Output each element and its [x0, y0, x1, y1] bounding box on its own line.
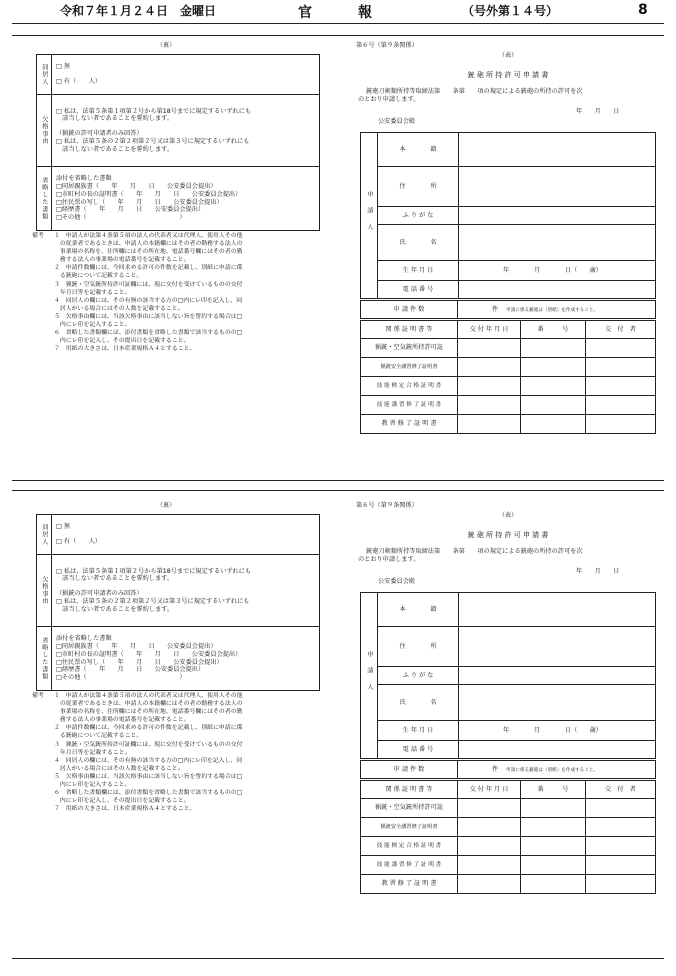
phone-input[interactable]	[459, 281, 656, 299]
note-line: ７ 用紙の大きさは、日本産業規格Ａ４とすること。	[54, 806, 196, 813]
note-line: 年月日等を記載すること。	[54, 289, 131, 296]
cohabitant-label: 同居人	[37, 515, 52, 555]
spacer	[56, 71, 315, 78]
cert-issuer-input[interactable]	[586, 339, 656, 358]
cert-issuer-input[interactable]	[586, 875, 656, 894]
cert-row-label: 技 能 検 定 合 格 証 明 書	[361, 837, 458, 856]
front-side: （表）	[498, 512, 518, 519]
note-line: ５ 欠格事由欄には、当該欠格事由に該当しない旨を誓約する場合は□	[54, 773, 243, 780]
disqualification-cell	[52, 555, 320, 627]
cert-number-input[interactable]	[521, 377, 586, 396]
cert-date-input[interactable]	[458, 415, 521, 434]
pledge-1[interactable]: □ 私は、法第５条第１項第２号から第18号までに規定するいずれにも	[56, 567, 252, 575]
hunting-note: （猟銃の許可申請者のみ回答）	[56, 590, 143, 598]
cert-date-input[interactable]	[458, 377, 521, 396]
notes-label: 備考	[32, 233, 44, 239]
count-note: 申請に係る銃砲は（別紙）を作成すること。	[506, 307, 599, 313]
omit-residence[interactable]: □住民票の写し（ 年 月 日 公安委員会提出）	[56, 198, 223, 206]
header-date: 令和７年１月２４日 金曜日	[60, 4, 217, 18]
addressee: 公安委員会殿	[378, 578, 416, 585]
cohabitant-none[interactable]: □ 無	[56, 523, 71, 531]
omit-municipal[interactable]: □市町村の長の証明書（ 年 月 日 公安委員会提出）	[56, 190, 242, 198]
pledge-1-cont: 該当しない者であることを誓約します。	[56, 575, 174, 583]
count-cell[interactable]	[458, 301, 656, 319]
cert-issuer-input[interactable]	[586, 856, 656, 875]
birthdate-input[interactable]: 年 月 日（ 歳）	[459, 261, 656, 281]
form-title: 銃 砲 所 持 許 可 申 請 書	[467, 71, 549, 79]
form-number: 第６号（第９条関係）	[356, 42, 418, 49]
phone-label: 電 話 番 号	[378, 741, 459, 759]
note-line: ３ 猟銃・空気銃所持許可証欄には、現に交付を受けているものの交付	[54, 281, 243, 288]
form-block-1	[0, 38, 676, 478]
cert-date-input[interactable]	[458, 837, 521, 856]
cert-header: 交 付 年 月 日	[458, 321, 521, 339]
omit-municipal[interactable]: □市町村の長の証明書（ 年 月 日 公安委員会提出）	[56, 650, 242, 658]
note-line: 事業場の名称を、住所欄にはその所在地、電話番号欄にはその者の勤	[54, 249, 243, 256]
cert-header: 交 付 年 月 日	[458, 781, 521, 799]
furigana-input[interactable]	[459, 207, 656, 225]
note-line: の従業者であるときは、申請人の本籍欄にはその者の勤務する法人の	[54, 701, 243, 708]
note-line: ２ 申請件数欄には、今回求める許可の件数を記載し、別紙に申請に係	[54, 725, 243, 732]
count-label: 申 請 件 数	[361, 301, 458, 319]
top-rule	[12, 35, 664, 36]
honseki-input[interactable]	[459, 133, 656, 167]
omitted-docs-cell	[52, 627, 320, 691]
intro-line-2: のとおり申請します。	[358, 556, 420, 563]
cert-header: 交 付 者	[586, 321, 656, 339]
note-line: ２ 申請件数欄には、今回求める許可の件数を記載し、別紙に申請に係	[54, 265, 243, 272]
note-line: の従業者であるときは、申請人の本籍欄にはその者の勤務する法人の	[54, 241, 243, 248]
name-input[interactable]	[459, 225, 656, 261]
cert-issuer-input[interactable]	[586, 415, 656, 434]
notes-label: 備考	[32, 693, 44, 699]
header-page: 8	[638, 2, 648, 18]
cert-issuer-input[interactable]	[586, 377, 656, 396]
mid-rule-2	[12, 490, 664, 491]
count-table	[360, 760, 656, 779]
pledge-2-cont: 該当しない者であることを誓約します。	[56, 145, 174, 153]
notes	[32, 692, 243, 813]
back-table	[36, 54, 320, 231]
pledge-2[interactable]: □ 私は、法第５条の２第２項第２号又は第３号に規定するいずれにも	[56, 597, 250, 605]
cert-date-input[interactable]	[458, 339, 521, 358]
cert-number-input[interactable]	[521, 415, 586, 434]
note-line: ６ 省略した書類欄には、添付書類を省略した書類で該当するものの□	[54, 330, 243, 337]
cert-row-label: 猟銃・空気銃所持許可証	[361, 799, 458, 818]
cert-number-input[interactable]	[521, 837, 586, 856]
address-input[interactable]	[459, 627, 656, 667]
count-note: 申請に係る銃砲は（別紙）を作成すること。	[506, 767, 599, 773]
note-line: １ 申請人が法第４条第５項の法人の代表者又は代理人、使用人その他	[54, 233, 243, 239]
cert-number-input[interactable]	[521, 396, 586, 415]
phone-label: 電 話 番 号	[378, 281, 459, 299]
cert-issuer-input[interactable]	[586, 799, 656, 818]
omit-other[interactable]: □その他（ ）	[56, 214, 186, 221]
hunting-note: （猟銃の許可申請者のみ回答）	[56, 130, 143, 138]
furigana-label: ふ り が な	[378, 667, 459, 685]
cert-date-input[interactable]	[458, 799, 521, 818]
disqualification-cell	[52, 95, 320, 167]
cohabitant-none[interactable]: □ 無	[56, 63, 71, 71]
cert-header: 関 係 証 明 書 等	[361, 781, 458, 799]
note-line: 務する法人の事業場の電話番号を記載すること。	[54, 257, 190, 264]
omit-career[interactable]: □経歴書（ 年 月 日 公安委員会提出）	[56, 666, 205, 674]
cert-date-input[interactable]	[458, 818, 521, 837]
honseki-label: 本 籍	[378, 133, 459, 167]
note-line: る銃砲について記載すること。	[54, 733, 143, 740]
omit-family[interactable]: □同居親族書（ 年 月 日 公安委員会提出）	[56, 643, 217, 650]
phone-input[interactable]	[459, 741, 656, 759]
cert-number-input[interactable]	[521, 875, 586, 894]
header-rule	[12, 23, 664, 24]
disqualification-label: 欠格事由	[37, 555, 52, 627]
note-line: 内にレ印を記入し、その提出日を記載すること。	[54, 338, 190, 345]
furigana-label: ふ り が な	[378, 207, 459, 225]
omit-career[interactable]: □経歴書（ 年 月 日 公安委員会提出）	[56, 206, 205, 214]
cohabitant-label: 同居人	[37, 55, 52, 95]
count-label: 申 請 件 数	[361, 761, 458, 779]
count-table	[360, 300, 656, 319]
cert-number-input[interactable]	[521, 799, 586, 818]
name-label: 氏 名	[378, 685, 459, 721]
note-line: 内にレ印を記入し、その提出日を記載すること。	[54, 798, 190, 805]
mid-rule	[12, 480, 664, 481]
note-line: 居人がいる場合にはその人数を記載すること。	[54, 765, 184, 772]
application-date: 年 月 日	[576, 568, 620, 575]
back-title: （裏）	[156, 42, 176, 49]
note-line: る銃砲について記載すること。	[54, 273, 143, 280]
cert-header: 番 号	[521, 781, 586, 799]
gazette-header	[0, 0, 676, 22]
cert-row-label: 猟銃安全講習修了証明書	[361, 358, 458, 377]
cert-header: 関 係 証 明 書 等	[361, 321, 458, 339]
cohabitant-cell	[52, 55, 320, 95]
note-line: 務する法人の事業場の電話番号を記載すること。	[54, 717, 190, 724]
applicant-label: 申請人	[361, 133, 378, 299]
name-label: 氏 名	[378, 225, 459, 261]
note-line: ４ 同居人の欄には、その有無の該当する方の□内にレ印を記入し、同	[54, 297, 243, 304]
cert-number-input[interactable]	[521, 818, 586, 837]
cert-row-label: 技 能 講 習 修 了 証 明 書	[361, 396, 458, 415]
cert-date-input[interactable]	[458, 875, 521, 894]
note-line: １ 申請人が法第４条第５項の法人の代表者又は代理人、使用人その他	[54, 693, 243, 699]
omitted-docs-cell	[52, 167, 320, 231]
cert-row-label: 猟銃・空気銃所持許可証	[361, 339, 458, 358]
intro-line-2: のとおり申請します。	[358, 96, 420, 103]
note-line: 内にレ印を記入すること。	[54, 322, 131, 329]
pledge-2-cont: 該当しない者であることを誓約します。	[56, 605, 174, 613]
note-line: 居人がいる場合にはその人数を記載すること。	[54, 305, 184, 312]
address-label: 住 所	[378, 627, 459, 667]
cert-row-label: 技 能 講 習 修 了 証 明 書	[361, 856, 458, 875]
applicant-table	[360, 132, 656, 299]
birthdate-label: 生 年 月 日	[378, 721, 459, 741]
cert-number-input[interactable]	[521, 856, 586, 875]
cert-header: 番 号	[521, 321, 586, 339]
cert-row-label: 教 習 修 了 証 明 書	[361, 875, 458, 894]
pledge-2[interactable]: □ 私は、法第５条の２第２項第２号又は第３号に規定するいずれにも	[56, 137, 250, 145]
spacer	[56, 531, 315, 538]
furigana-input[interactable]	[459, 667, 656, 685]
birthdate-input[interactable]: 年 月 日（ 歳）	[459, 721, 656, 741]
note-line: ５ 欠格事由欄には、当該欠格事由に該当しない旨を誓約する場合は□	[54, 313, 243, 320]
cert-date-input[interactable]	[458, 358, 521, 377]
certificate-table	[360, 780, 656, 894]
cert-number-input[interactable]	[521, 358, 586, 377]
omit-family[interactable]: □同居親族書（ 年 月 日 公安委員会提出）	[56, 183, 217, 190]
cert-row-label: 技 能 検 定 合 格 証 明 書	[361, 377, 458, 396]
note-line: ７ 用紙の大きさは、日本産業規格Ａ４とすること。	[54, 346, 196, 353]
count-value: 件	[492, 305, 499, 313]
note-line: ６ 省略した書類欄には、添付書類を省略した書類で該当するものの□	[54, 790, 243, 797]
omit-residence[interactable]: □住民票の写し（ 年 月 日 公安委員会提出）	[56, 658, 223, 666]
cert-row-label: 教 習 修 了 証 明 書	[361, 415, 458, 434]
count-value: 件	[492, 765, 499, 773]
cert-date-input[interactable]	[458, 856, 521, 875]
back-table	[36, 514, 320, 691]
count-cell[interactable]	[458, 761, 656, 779]
name-input[interactable]	[459, 685, 656, 721]
address-label: 住 所	[378, 167, 459, 207]
address-input[interactable]	[459, 167, 656, 207]
omitted-docs-heading: 添付を省略した書類	[56, 175, 112, 183]
certificate-table	[360, 320, 656, 434]
pledge-1[interactable]: □ 私は、法第５条第１項第２号から第18号までに規定するいずれにも	[56, 107, 252, 115]
applicant-label: 申請人	[361, 593, 378, 759]
honseki-input[interactable]	[459, 593, 656, 627]
omitted-docs-label: 省略した書類	[37, 167, 52, 231]
addressee: 公安委員会殿	[378, 118, 416, 125]
cert-issuer-input[interactable]	[586, 837, 656, 856]
form-title: 銃 砲 所 持 許 可 申 請 書	[467, 531, 549, 539]
form-block-2	[0, 498, 676, 938]
note-line: 年月日等を記載すること。	[54, 749, 131, 756]
omitted-docs-label: 省略した書類	[37, 627, 52, 691]
cert-issuer-input[interactable]	[586, 818, 656, 837]
cohabitant-yes[interactable]: □ 有（ 人）	[56, 538, 101, 545]
cert-number-input[interactable]	[521, 339, 586, 358]
pledge-1-cont: 該当しない者であることを誓約します。	[56, 115, 174, 123]
honseki-label: 本 籍	[378, 593, 459, 627]
cert-issuer-input[interactable]	[586, 358, 656, 377]
intro-line-1: 銃砲刀剣類所持等取締法第 条第 項の規定による銃砲の所持の許可を次	[366, 548, 583, 555]
disqualification-label: 欠格事由	[37, 95, 52, 167]
bottom-rule	[12, 958, 664, 959]
header-publisher: 官 報	[298, 5, 378, 21]
note-line: 内にレ印を記入すること。	[54, 782, 131, 789]
note-line: ３ 猟銃・空気銃所持許可証欄には、現に交付を受けているものの交付	[54, 741, 243, 748]
notes	[32, 232, 243, 353]
back-title: （裏）	[156, 502, 176, 509]
applicant-table	[360, 592, 656, 759]
form-number: 第６号（第９条関係）	[356, 502, 418, 509]
header-issue: （号外第１４号）	[462, 4, 559, 18]
application-date: 年 月 日	[576, 108, 620, 115]
cohabitant-yes[interactable]: □ 有（ 人）	[56, 78, 101, 85]
birthdate-label: 生 年 月 日	[378, 261, 459, 281]
cohabitant-cell	[52, 515, 320, 555]
intro-line-1: 銃砲刀剣類所持等取締法第 条第 項の規定による銃砲の所持の許可を次	[366, 88, 583, 95]
cert-row-label: 猟銃安全講習修了証明書	[361, 818, 458, 837]
front-side: （表）	[498, 52, 518, 59]
cert-header: 交 付 者	[586, 781, 656, 799]
omitted-docs-heading: 添付を省略した書類	[56, 635, 112, 643]
note-line: 事業場の名称を、住所欄にはその所在地、電話番号欄にはその者の勤	[54, 709, 243, 716]
omit-other[interactable]: □その他（ ）	[56, 674, 186, 681]
cert-issuer-input[interactable]	[586, 396, 656, 415]
note-line: ４ 同居人の欄には、その有無の該当する方の□内にレ印を記入し、同	[54, 757, 243, 764]
cert-date-input[interactable]	[458, 396, 521, 415]
